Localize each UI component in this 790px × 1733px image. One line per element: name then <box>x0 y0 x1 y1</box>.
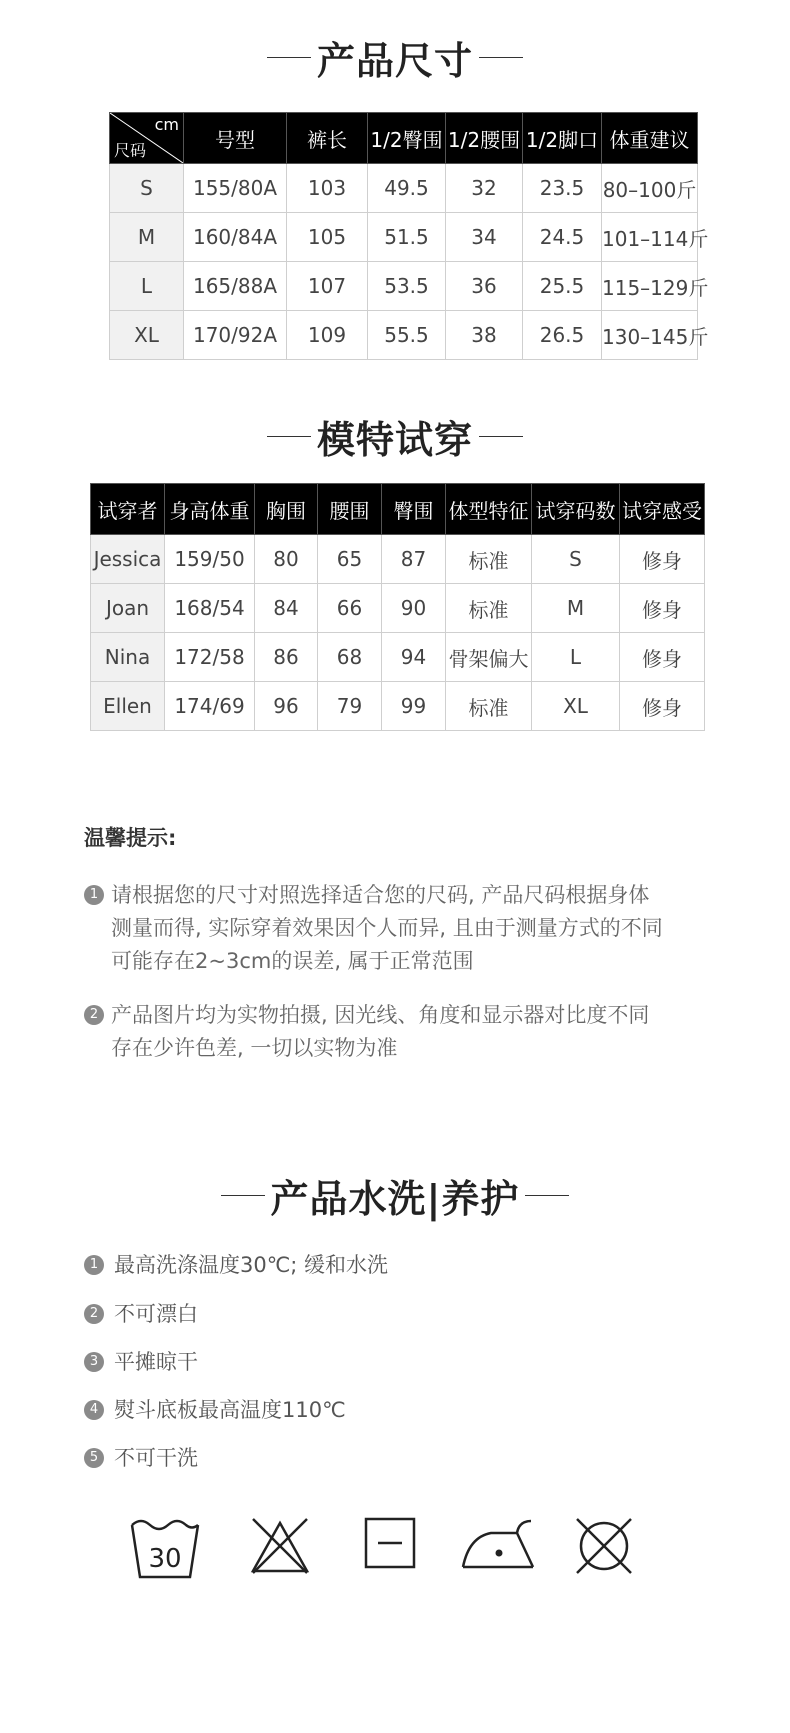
column-header: 体型特征 <box>446 484 532 535</box>
tip-line: 存在少许色差, 一切以实物为准 <box>111 1036 398 1060</box>
tip-line: 请根据您的尺寸对照选择适合您的尺码, 产品尺码根据身体 <box>111 883 650 907</box>
care-text: 最高洗涤温度30℃; 缓和水洗 <box>114 1253 389 1277</box>
table-cell: 标准 <box>446 584 532 633</box>
table-cell: 96 <box>255 682 318 731</box>
column-header: 号型 <box>184 113 287 164</box>
table-row <box>91 584 705 633</box>
table-cell: 159/50 <box>165 535 255 584</box>
table-cell: 25.5 <box>523 262 602 311</box>
care-text: 熨斗底板最高温度110℃ <box>114 1398 346 1422</box>
table-row <box>110 262 698 311</box>
table-cell: L <box>110 262 184 311</box>
number-badge: 4 <box>84 1400 104 1420</box>
care-item <box>84 1443 198 1473</box>
table-cell: 修身 <box>620 584 705 633</box>
column-header: 身高体重 <box>165 484 255 535</box>
number-badge: 2 <box>84 1304 104 1324</box>
table-cell: 109 <box>287 311 368 360</box>
unit-label: cm <box>154 115 179 134</box>
tips-title: 温馨提示: <box>84 826 177 850</box>
table-cell: 86 <box>255 633 318 682</box>
table-cell: 49.5 <box>368 164 446 213</box>
number-badge: 2 <box>84 1005 104 1025</box>
care-text: 不可干洗 <box>114 1446 198 1470</box>
column-header: 试穿码数 <box>532 484 620 535</box>
table-cell: 标准 <box>446 682 532 731</box>
table-cell: 修身 <box>620 682 705 731</box>
table-cell: 66 <box>318 584 382 633</box>
table-cell: 94 <box>382 633 446 682</box>
table-cell: 168/54 <box>165 584 255 633</box>
no-dry-clean-icon <box>573 1515 635 1581</box>
column-header: 腰围 <box>318 484 382 535</box>
table-row <box>110 213 698 262</box>
column-header: 体重建议 <box>602 113 698 164</box>
wash-30-icon <box>128 1515 202 1585</box>
table-cell: 160/84A <box>184 213 287 262</box>
table-cell: 165/88A <box>184 262 287 311</box>
iron-low-icon <box>461 1515 535 1575</box>
column-header: 胸围 <box>255 484 318 535</box>
care-section-title: 产品水洗|养护 <box>0 1168 790 1223</box>
number-badge: 5 <box>84 1448 104 1468</box>
table-cell: 90 <box>382 584 446 633</box>
table-cell: 84 <box>255 584 318 633</box>
table-cell: 103 <box>287 164 368 213</box>
table-cell: Nina <box>91 633 165 682</box>
table-cell: 68 <box>318 633 382 682</box>
table-cell: 51.5 <box>368 213 446 262</box>
table-cell: Ellen <box>91 682 165 731</box>
table-cell: 55.5 <box>368 311 446 360</box>
table-cell: 32 <box>446 164 523 213</box>
column-header: 试穿者 <box>91 484 165 535</box>
care-item <box>84 1395 346 1425</box>
table-cell: 修身 <box>620 633 705 682</box>
table-cell: 34 <box>446 213 523 262</box>
table-cell: M <box>532 584 620 633</box>
wash-temperature-label: 30 <box>148 1544 182 1574</box>
tip-line: 测量而得, 实际穿着效果因个人而异, 且由于测量方式的不同 <box>111 916 663 940</box>
table-cell: L <box>532 633 620 682</box>
table-row <box>91 535 705 584</box>
table-row <box>110 164 698 213</box>
care-item <box>84 1347 198 1377</box>
size-table <box>109 112 709 360</box>
table-cell: 105 <box>287 213 368 262</box>
table-cell: Jessica <box>91 535 165 584</box>
column-header: 裤长 <box>287 113 368 164</box>
column-header: 1/2臀围 <box>368 113 446 164</box>
table-cell: 标准 <box>446 535 532 584</box>
size-section-title: 产品尺寸 <box>0 30 790 85</box>
table-cell: 26.5 <box>523 311 602 360</box>
table-cell: XL <box>532 682 620 731</box>
tip-item <box>84 999 724 1065</box>
care-item <box>84 1299 198 1329</box>
number-badge: 1 <box>84 1255 104 1275</box>
tip-item <box>84 879 724 978</box>
model-table-header <box>91 484 705 535</box>
table-cell: XL <box>110 311 184 360</box>
number-badge: 1 <box>84 885 104 905</box>
table-cell: 172/58 <box>165 633 255 682</box>
table-cell: 53.5 <box>368 262 446 311</box>
care-item <box>84 1250 388 1280</box>
table-cell: 36 <box>446 262 523 311</box>
dry-flat-icon <box>364 1515 416 1575</box>
size-label: 尺码 <box>114 141 147 160</box>
table-cell: 38 <box>446 311 523 360</box>
table-row <box>91 682 705 731</box>
table-cell: 65 <box>318 535 382 584</box>
table-cell: 修身 <box>620 535 705 584</box>
tip-line: 可能存在2~3cm的误差, 属于正常范围 <box>111 949 474 973</box>
column-header: 试穿感受 <box>620 484 705 535</box>
table-cell: 130–145斤 <box>602 311 698 360</box>
column-header: 臀围 <box>382 484 446 535</box>
table-cell: S <box>532 535 620 584</box>
model-section-title: 模特试穿 <box>0 409 790 464</box>
table-cell: 24.5 <box>523 213 602 262</box>
care-text: 平摊晾干 <box>114 1350 198 1374</box>
table-cell: 115–129斤 <box>602 262 698 311</box>
table-cell: 87 <box>382 535 446 584</box>
tip-line: 产品图片均为实物拍摄, 因光线、角度和显示器对比度不同 <box>111 1003 650 1027</box>
table-cell: 170/92A <box>184 311 287 360</box>
table-cell: 骨架偏大 <box>446 633 532 682</box>
table-cell: S <box>110 164 184 213</box>
model-table <box>90 483 705 731</box>
table-cell: 80–100斤 <box>602 164 698 213</box>
no-bleach-icon <box>249 1515 311 1581</box>
table-cell: Joan <box>91 584 165 633</box>
size-corner-cell <box>110 113 184 164</box>
table-cell: 79 <box>318 682 382 731</box>
table-cell: 155/80A <box>184 164 287 213</box>
care-text: 不可漂白 <box>114 1302 198 1326</box>
table-cell: 101–114斤 <box>602 213 698 262</box>
table-cell: M <box>110 213 184 262</box>
column-header: 1/2脚口 <box>523 113 602 164</box>
column-header: 1/2腰围 <box>446 113 523 164</box>
table-cell: 174/69 <box>165 682 255 731</box>
table-cell: 107 <box>287 262 368 311</box>
table-cell: 80 <box>255 535 318 584</box>
table-row <box>110 311 698 360</box>
table-cell: 23.5 <box>523 164 602 213</box>
table-cell: 99 <box>382 682 446 731</box>
number-badge: 3 <box>84 1352 104 1372</box>
size-table-header <box>110 113 698 164</box>
table-row <box>91 633 705 682</box>
